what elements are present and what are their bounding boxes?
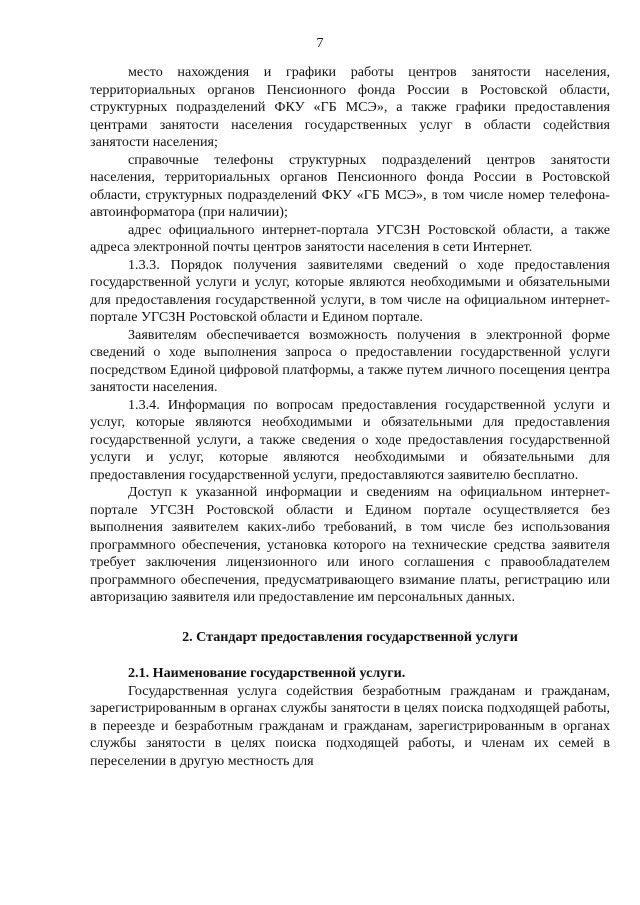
paragraph-1-3-3: 1.3.3. Порядок получения заявителями сведений о ходе предоставления государственной услуги и услуг, которые являются необходимыми и обязательными для предоставления государственной услуги, в том числе на официальном интернет-портале УГСЗН Ростовской области и Едином портале.	[90, 256, 610, 325]
paragraph-portal-address: адрес официального интернет-портала УГСЗН Ростовской области, а также адреса электронной почты центров занятости населения в сети Интернет.	[90, 221, 610, 255]
document-body	[90, 64, 610, 770]
paragraph-locations-schedules: место нахождения и графики работы центров занятости населения, территориальных органов Пенсионного фонда России в Ростовской области, структурных подразделений ФКУ «ГБ МСЭ», а также графики предоставления центрами занятости населения государственных услуг в области содействия занятости населения;	[90, 64, 610, 150]
page-number: 7	[316, 36, 324, 51]
paragraph-reference-phones: справочные телефоны структурных подразделений центров занятости населения, территориальных органов Пенсионного фонда России в Ростовской области, структурных подразделений ФКУ «ГБ МСЭ», в том числе номер телефона-автоинформатора (при наличии);	[90, 151, 610, 220]
paragraph-access-conditions: Доступ к указанной информации и сведениям на официальном интернет-портале УГСЗН Ростовской области и Едином портале осуществляется без выполнения заявителем каких-либо требований, в том числе без использования программного обеспечения, установка которого на технические средства заявителя требует заключения лицензионного или иного соглашения с правообладателем программного обеспечения, предусматривающего взимание платы, регистрацию или авторизацию заявителя или предоставление им персональных данных.	[90, 484, 610, 605]
paragraph-1-3-4: 1.3.4. Информация по вопросам предоставления государственной услуги и услуг, которые являются необходимыми и обязательными для предоставления государственной услуги, а также сведения о ходе предоставления государственной услуги и услуг, которые являются необходимыми и обязательными для предоставления государственной услуги, предоставляются заявителю бесплатно.	[90, 396, 610, 483]
subsection-heading: 2.1. Наименование государственной услуги.	[128, 665, 406, 681]
section-heading: 2. Стандарт предоставления государственной услуги	[182, 628, 518, 645]
paragraph-service-name: Государственная услуга содействия безработным гражданам и гражданам, зарегистрированным в органах службы занятости в целях поиска подходящей работы, в переезде и безработным гражданам и гражданам, зарегистрированным в органах службы занятости в целях поиска подходящей работы, и членам их семей в переселении в другую местность для	[90, 682, 610, 769]
paragraph-electronic-status: Заявителям обеспечивается возможность получения в электронной форме сведений о ходе выполнения запроса о предоставлении государственной услуги посредством Единой цифровой платформы, а также путем личного посещения центра занятости населения.	[90, 326, 610, 395]
